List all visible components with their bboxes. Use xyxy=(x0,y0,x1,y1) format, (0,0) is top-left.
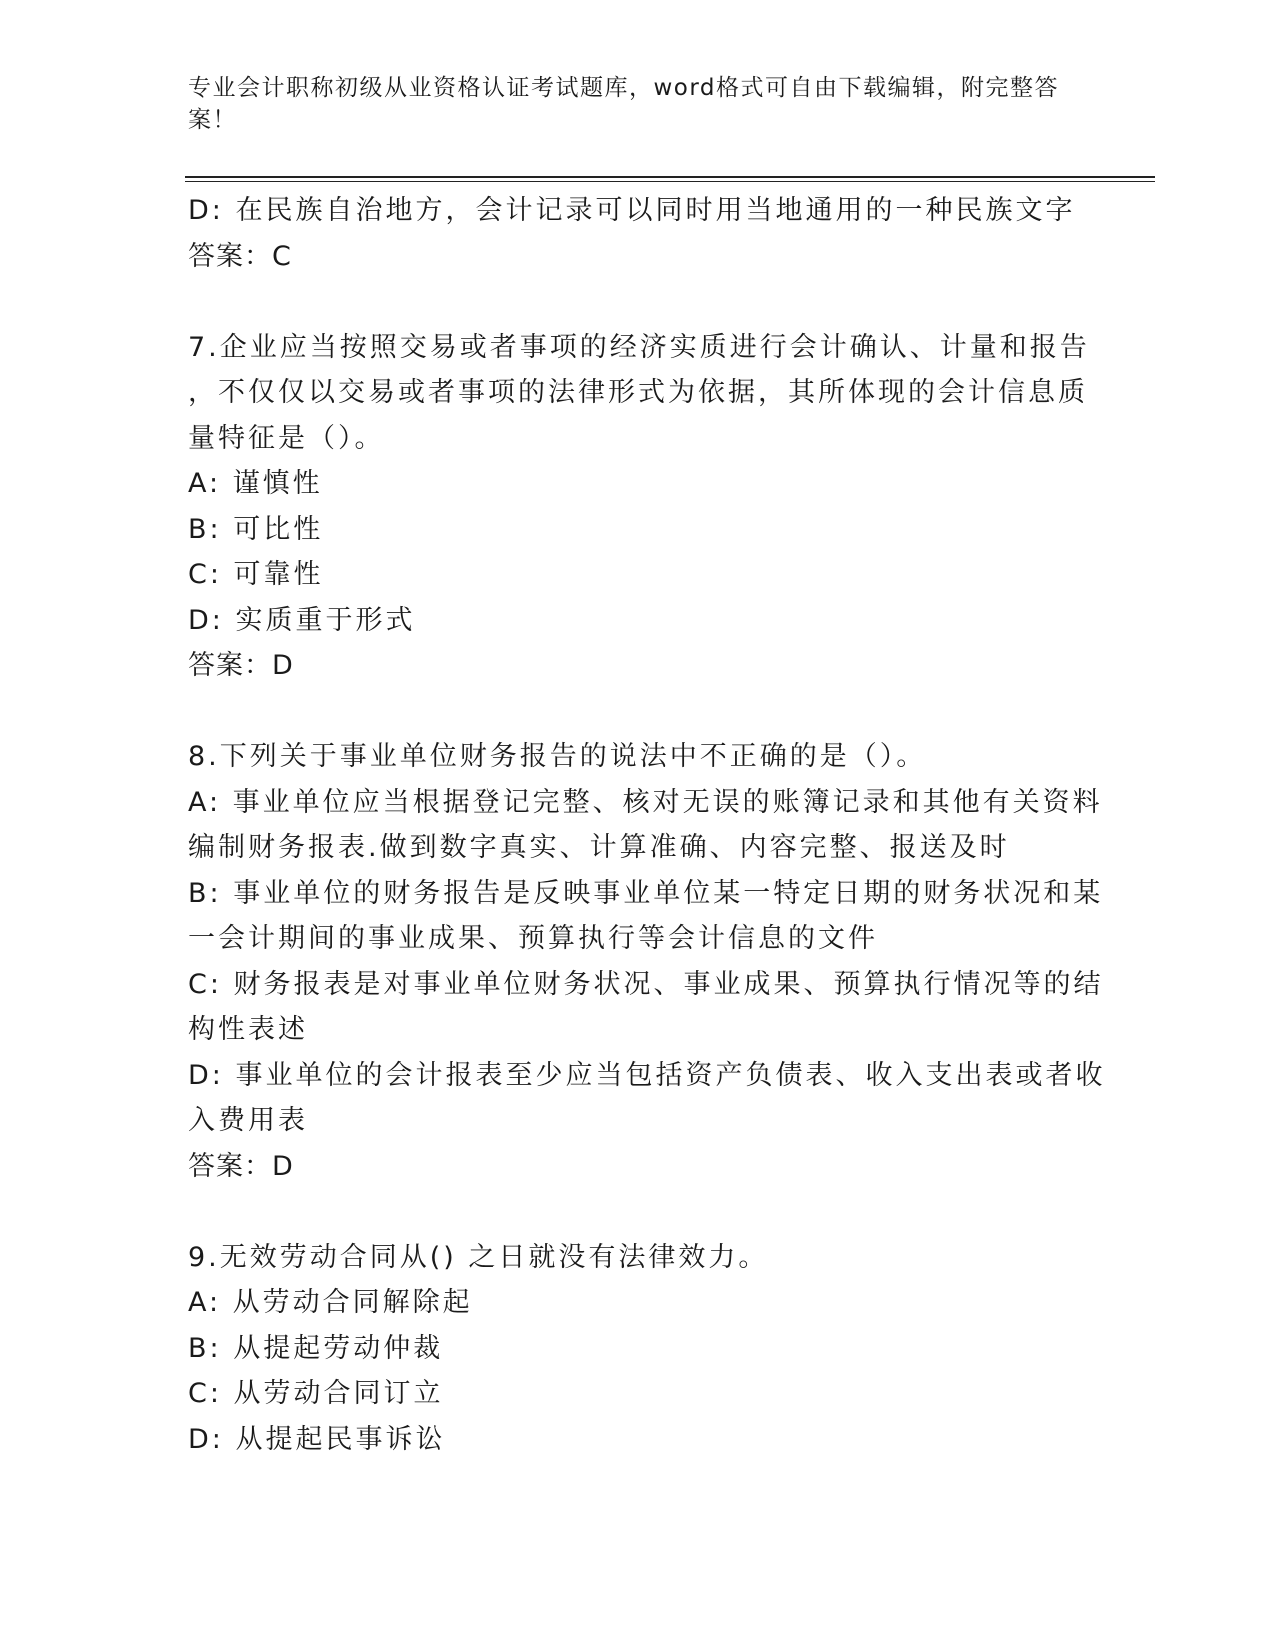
header-divider-thin xyxy=(185,181,1155,182)
q9-option-a: A: 从劳动合同解除起 xyxy=(188,1287,473,1318)
question-9 xyxy=(188,1235,1088,1463)
header-line-2: 案！ xyxy=(188,107,237,133)
spacer xyxy=(188,279,1088,325)
question-8 xyxy=(188,734,1106,1189)
q8-option-c-line-2: 构性表述 xyxy=(188,1014,308,1045)
q6-option-d: D: 在民族自治地方，会计记录可以同时用当地通用的一种民族文字 xyxy=(188,195,1076,226)
q7-stem-line-1: 7.企业应当按照交易或者事项的经济实质进行会计确认、计量和报告 xyxy=(188,331,1090,363)
header-line-1: 专业会计职称初级从业资格认证考试题库，word格式可自由下载编辑，附完整答 xyxy=(188,75,1060,101)
q8-option-a-line-2: 编制财务报表.做到数字真实、计算准确、内容完整、报送及时 xyxy=(188,832,1010,863)
spacer xyxy=(188,1189,1088,1235)
header-divider-thick xyxy=(185,176,1155,178)
page-header xyxy=(188,72,1068,136)
q7-stem-line-3: 量特征是（）。 xyxy=(188,422,385,454)
q8-answer: 答案：D xyxy=(188,1150,294,1182)
q7-answer: 答案：D xyxy=(188,650,294,681)
q7-stem-line-2: ，不仅仅以交易或者事项的法律形式为依据，其所体现的会计信息质 xyxy=(188,377,1088,408)
spacer xyxy=(188,689,1088,735)
q9-option-c: C: 从劳动合同订立 xyxy=(188,1378,444,1409)
q8-option-b-line-2: 一会计期间的事业成果、预算执行等会计信息的文件 xyxy=(188,923,878,954)
q7-option-a: A: 谨慎性 xyxy=(188,468,323,499)
q8-stem: 8.下列关于事业单位财务报告的说法中不正确的是（）。 xyxy=(188,741,927,772)
q9-option-b: B: 从提起劳动仲裁 xyxy=(188,1332,444,1364)
q8-option-d-line-2: 入费用表 xyxy=(188,1105,308,1136)
q8-option-a-line-1: A: 事业单位应当根据登记完整、核对无误的账簿记录和其他有关资料 xyxy=(188,786,1103,818)
q9-stem: 9.无效劳动合同从() 之日就没有法律效力。 xyxy=(188,1241,769,1273)
q7-option-b: B: 可比性 xyxy=(188,513,324,545)
q8-option-c-line-1: C: 财务报表是对事业单位财务状况、事业成果、预算执行情况等的结 xyxy=(188,968,1104,1000)
question-7 xyxy=(188,325,1088,689)
question-content xyxy=(188,188,1106,1462)
q9-option-d: D: 从提起民事诉讼 xyxy=(188,1423,446,1455)
q7-option-c: C: 可靠性 xyxy=(188,559,324,590)
q8-option-d-line-1: D: 事业单位的会计报表至少应当包括资产负债表、收入支出表或者收 xyxy=(188,1059,1106,1091)
q7-option-d: D: 实质重于形式 xyxy=(188,604,416,636)
q8-option-b-line-1: B: 事业单位的财务报告是反映事业单位某一特定日期的财务状况和某 xyxy=(188,877,1104,909)
q6-answer: 答案：C xyxy=(188,240,292,272)
